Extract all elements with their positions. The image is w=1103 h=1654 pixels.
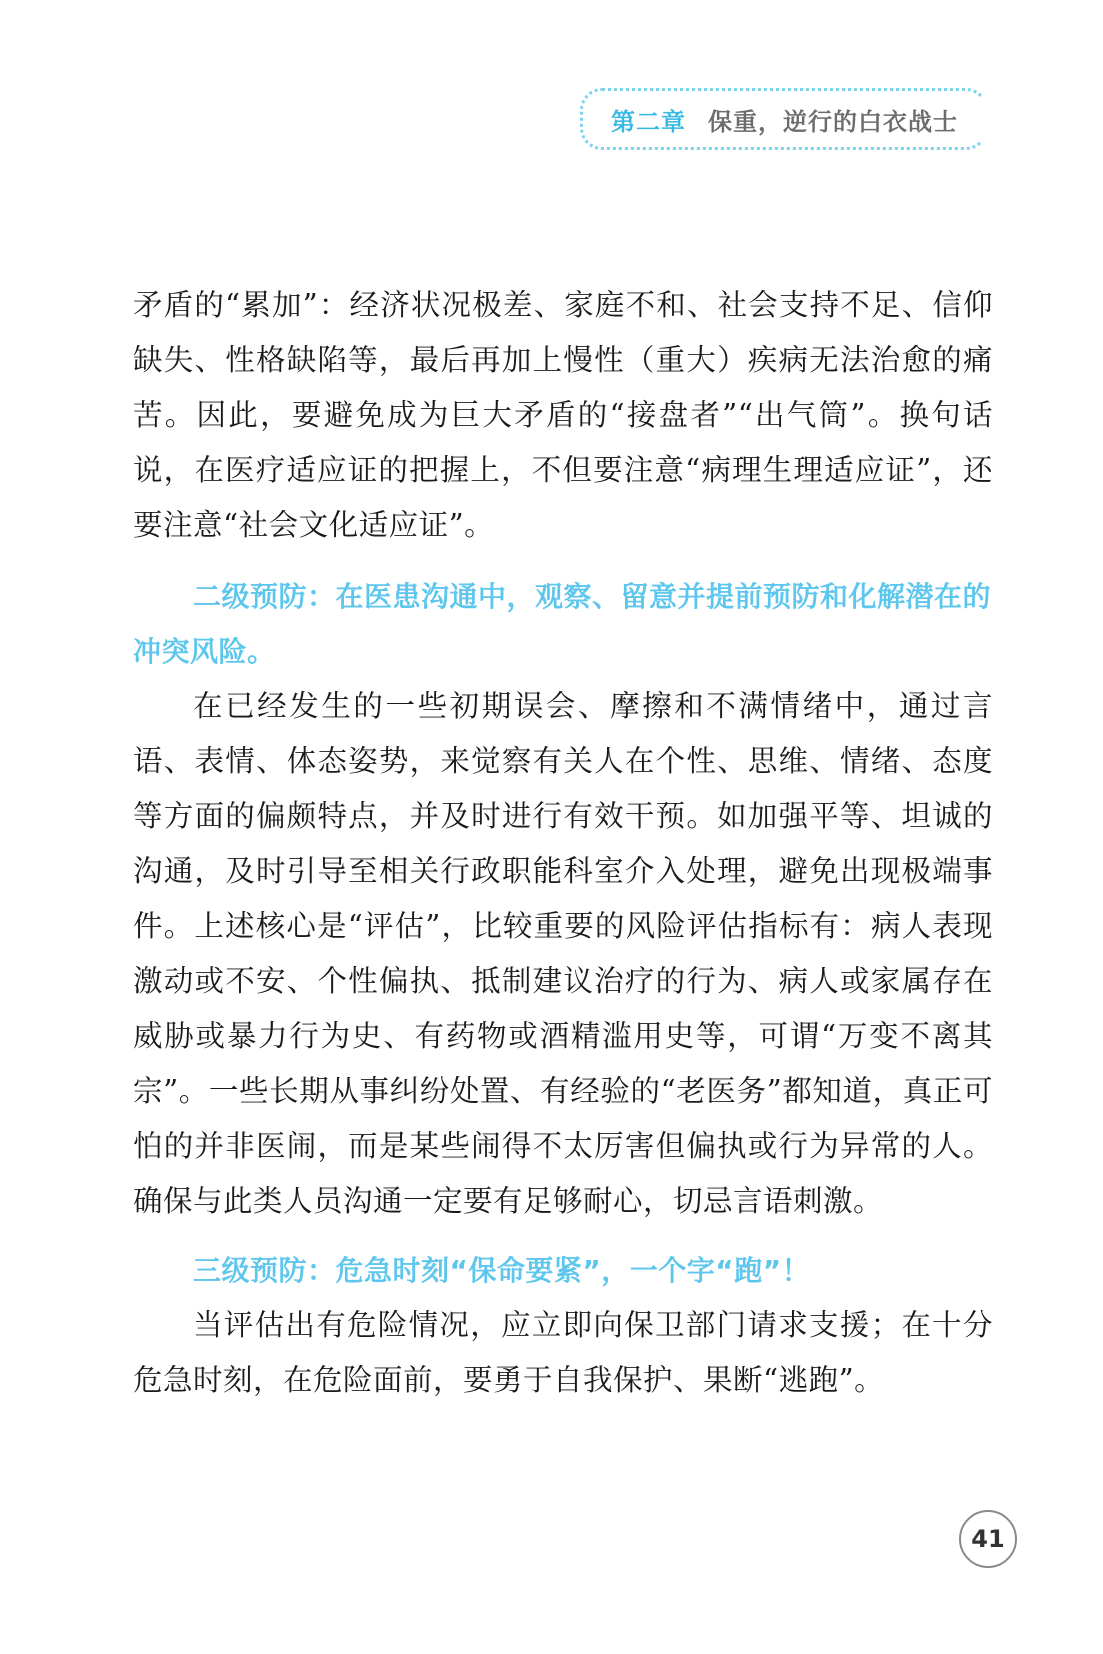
chapter-title: 保重，逆行的白衣战士 [708, 107, 958, 136]
paragraph-continued: 矛盾的“累加”：经济状况极差、家庭不和、社会支持不足、信仰缺失、性格缺陷等，最后再加上慢性（重大）疾病无法治愈的痛苦。因此，要避免成为巨大矛盾的“接盘者”“出气筒”。换句话说，在医疗适应证的把握上，不但要注意“病理生理适应证”，还要注意“社会文化适应证”。 [133, 288, 993, 542]
section-heading-tertiary-prevention: 三级预防：危急时刻“保命要紧”，一个字“跑”！ [193, 1254, 811, 1287]
page-number: 41 [959, 1510, 1017, 1568]
section-heading-secondary-prevention: 二级预防：在医患沟通中，观察、留意并提前预防和化解潜在的冲突风险。 [133, 580, 992, 668]
paragraph-secondary-prevention: 在已经发生的一些初期误会、摩擦和不满情绪中，通过言语、表情、体态姿势，来觉察有关人在个性、思维、情绪、态度等方面的偏颇特点，并及时进行有效干预。如加强平等、坦诚的沟通，及时引导至相关行政职能科室介入处理，避免出现极端事件。上述核心是“评估”，比较重要的风险评估指标有：病人表现激动或不安、个性偏执、抵制建议治疗的行为、病人或家属存在威胁或暴力行为史、有药物或酒精滥用史等，可谓“万变不离其宗”。一些长期从事纠纷处置、有经验的“老医务”都知道，真正可怕的并非医闹，而是某些闹得不太厉害但偏执或行为异常的人。确保与此类人员沟通一定要有足够耐心，切忌言语刺激。 [133, 689, 993, 1218]
chapter-header [580, 88, 988, 150]
page-body [133, 278, 993, 1408]
chapter-number: 第二章 [611, 107, 686, 136]
paragraph-tertiary-prevention: 当评估出有危险情况，应立即向保卫部门请求支援；在十分危急时刻，在危险面前，要勇于自我保护、果断“逃跑”。 [133, 1308, 993, 1397]
